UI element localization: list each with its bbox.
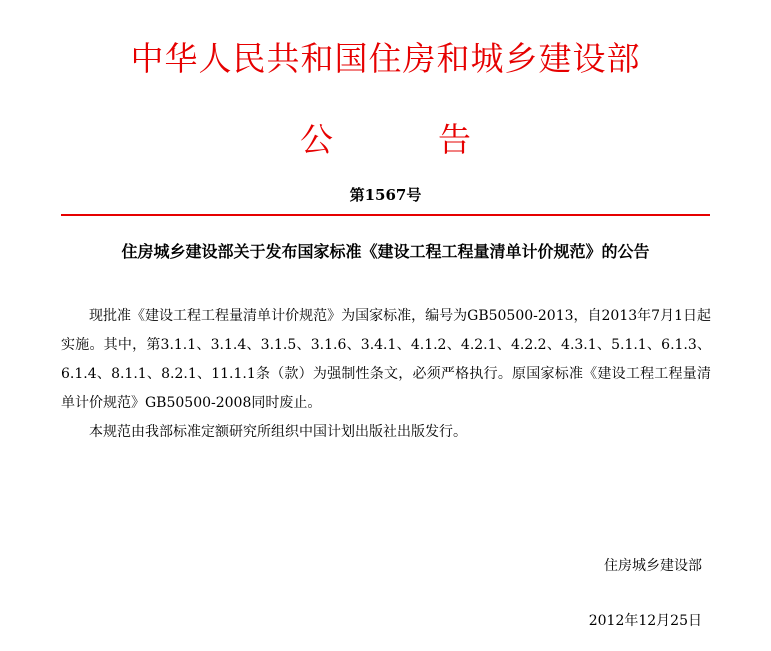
issuer-header: 中华人民共和国住房和城乡建设部 [130,39,641,78]
signature: 住房城乡建设部 [604,558,702,574]
body-paragraph: 本规范由我部标准定额研究所组织中国计划出版社出版发行。 [89,424,467,440]
issue-date: 2012年12月25日 [588,613,702,629]
notice-title-char-2: 告 [438,120,471,159]
document-number: 第1567号 [349,186,422,204]
notice-title-char-1: 公 [300,120,333,159]
body-paragraph: 现批准《建设工程工程量清单计价规范》为国家标准，编号为GB50500-2013，自2013年7月1日起实施。其中，第3.1.1、3.1.4、3.1.5、3.1.6、3.4.1、4.1.2、4.2.1、4.2.2、4.3.1、5.1.1、6.1.3、6.1.4、8.1.1、8.2.1、11.1.1条（款）为强制性条文，必须严格执行。原国家标准《建设工程工程量清单计价规范》GB50500-2008同时废止。 [61,308,711,411]
notice-body [61,302,711,447]
red-divider [61,214,710,216]
notice-title [0,118,771,162]
notice-subject: 住房城乡建设部关于发布国家标准《建设工程工程量清单计价规范》的公告 [121,242,650,261]
